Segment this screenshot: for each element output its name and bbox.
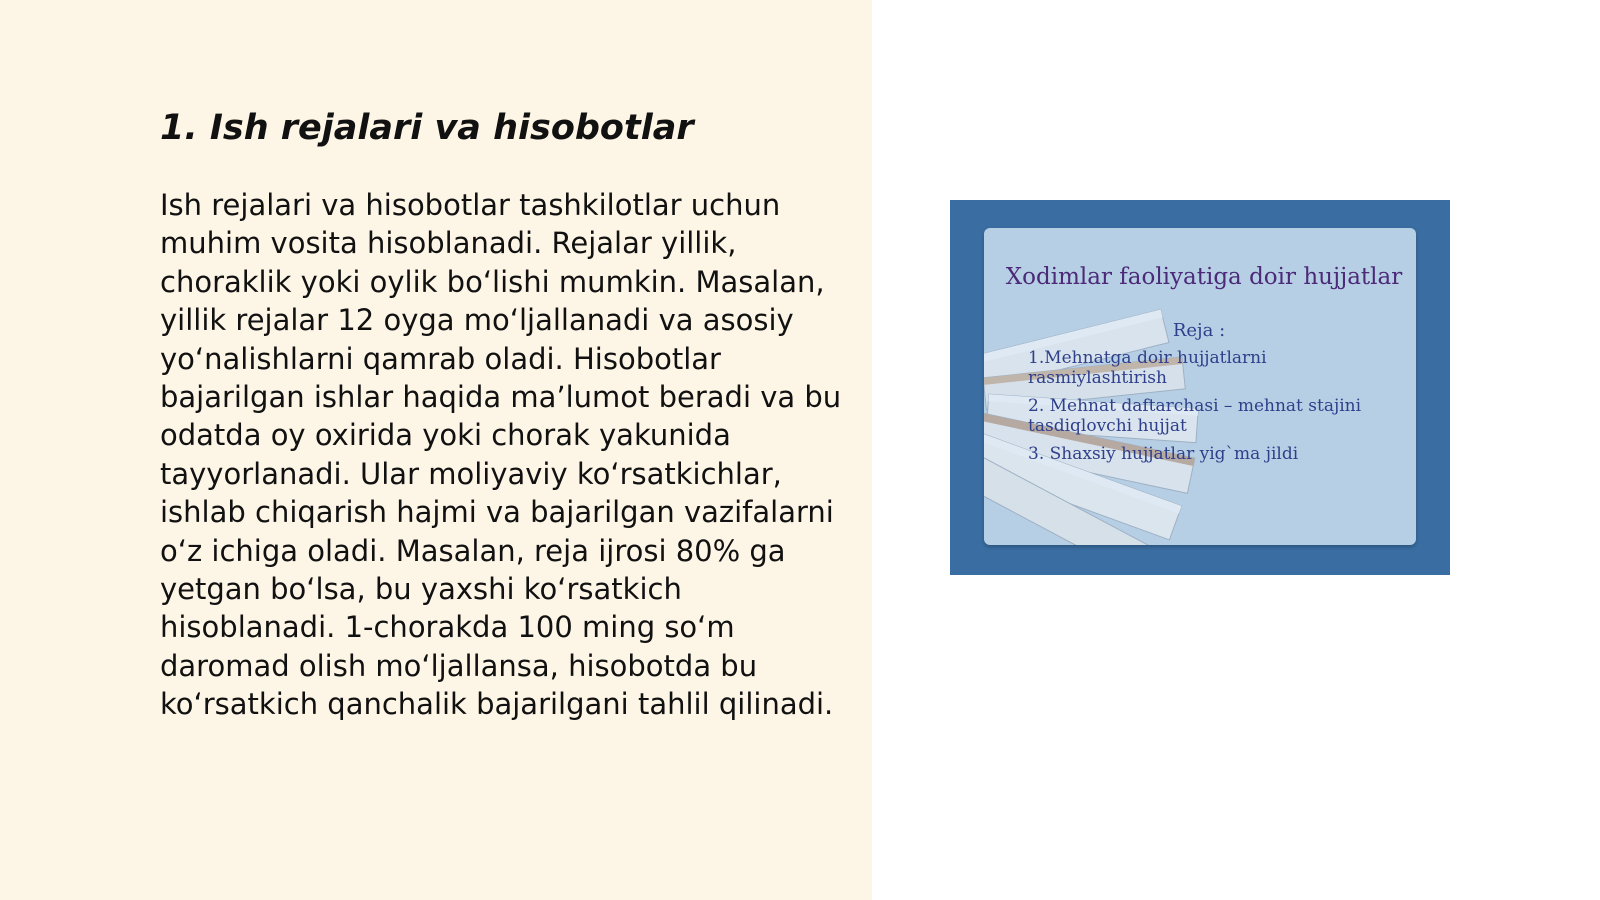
- list-item: 2. Mehnat daftarchasi – mehnat stajini tasdiqlovchi hujjat: [1028, 396, 1362, 436]
- document-card-list: [1028, 348, 1388, 472]
- document-image: [950, 200, 1450, 575]
- document-card: [984, 228, 1416, 545]
- document-card-subtitle: Reja :: [1172, 320, 1226, 341]
- list-item: 3. Shaxsiy hujjatlar yig`ma jildi: [1028, 444, 1299, 464]
- list-item: 1.Mehnatga doir hujjatlarni rasmiylashtirish: [1028, 348, 1267, 388]
- slide-body-text: Ish rejalari va hisobotlar tashkilotlar uchun muhim vosita hisoblanadi. Rejalar yillik, choraklik yoki oylik bo‘lishi mumkin. Masalan, yillik rejalar 12 oyga mo‘ljallanadi va asosiy yo‘nalishlarni qamrab oladi. Hisobotlar bajarilgan ishlar haqida ma’lumot beradi va bu odatda oy oxirida yoki chorak yakunida tayyorlanadi. Ular moliyaviy ko‘rsatkichlar, ishlab chiqarish hajmi va bajarilgan vazifalarni o‘z ichiga oladi. Masalan, reja ijrosi 80% ga yetgan bo‘lsa, bu yaxshi ko‘rsatkich hisoblanadi. 1-chorakda 100 ming so‘m daromad olish mo‘ljallansa, hisobotda bu ko‘rsatkich qanchalik bajarilgani tahlil qilinadi.: [160, 188, 842, 722]
- document-card-title: Xodimlar faoliyatiga doir hujjatlar: [1005, 264, 1403, 290]
- slide-heading: 1. Ish rejalari va hisobotlar: [160, 108, 694, 148]
